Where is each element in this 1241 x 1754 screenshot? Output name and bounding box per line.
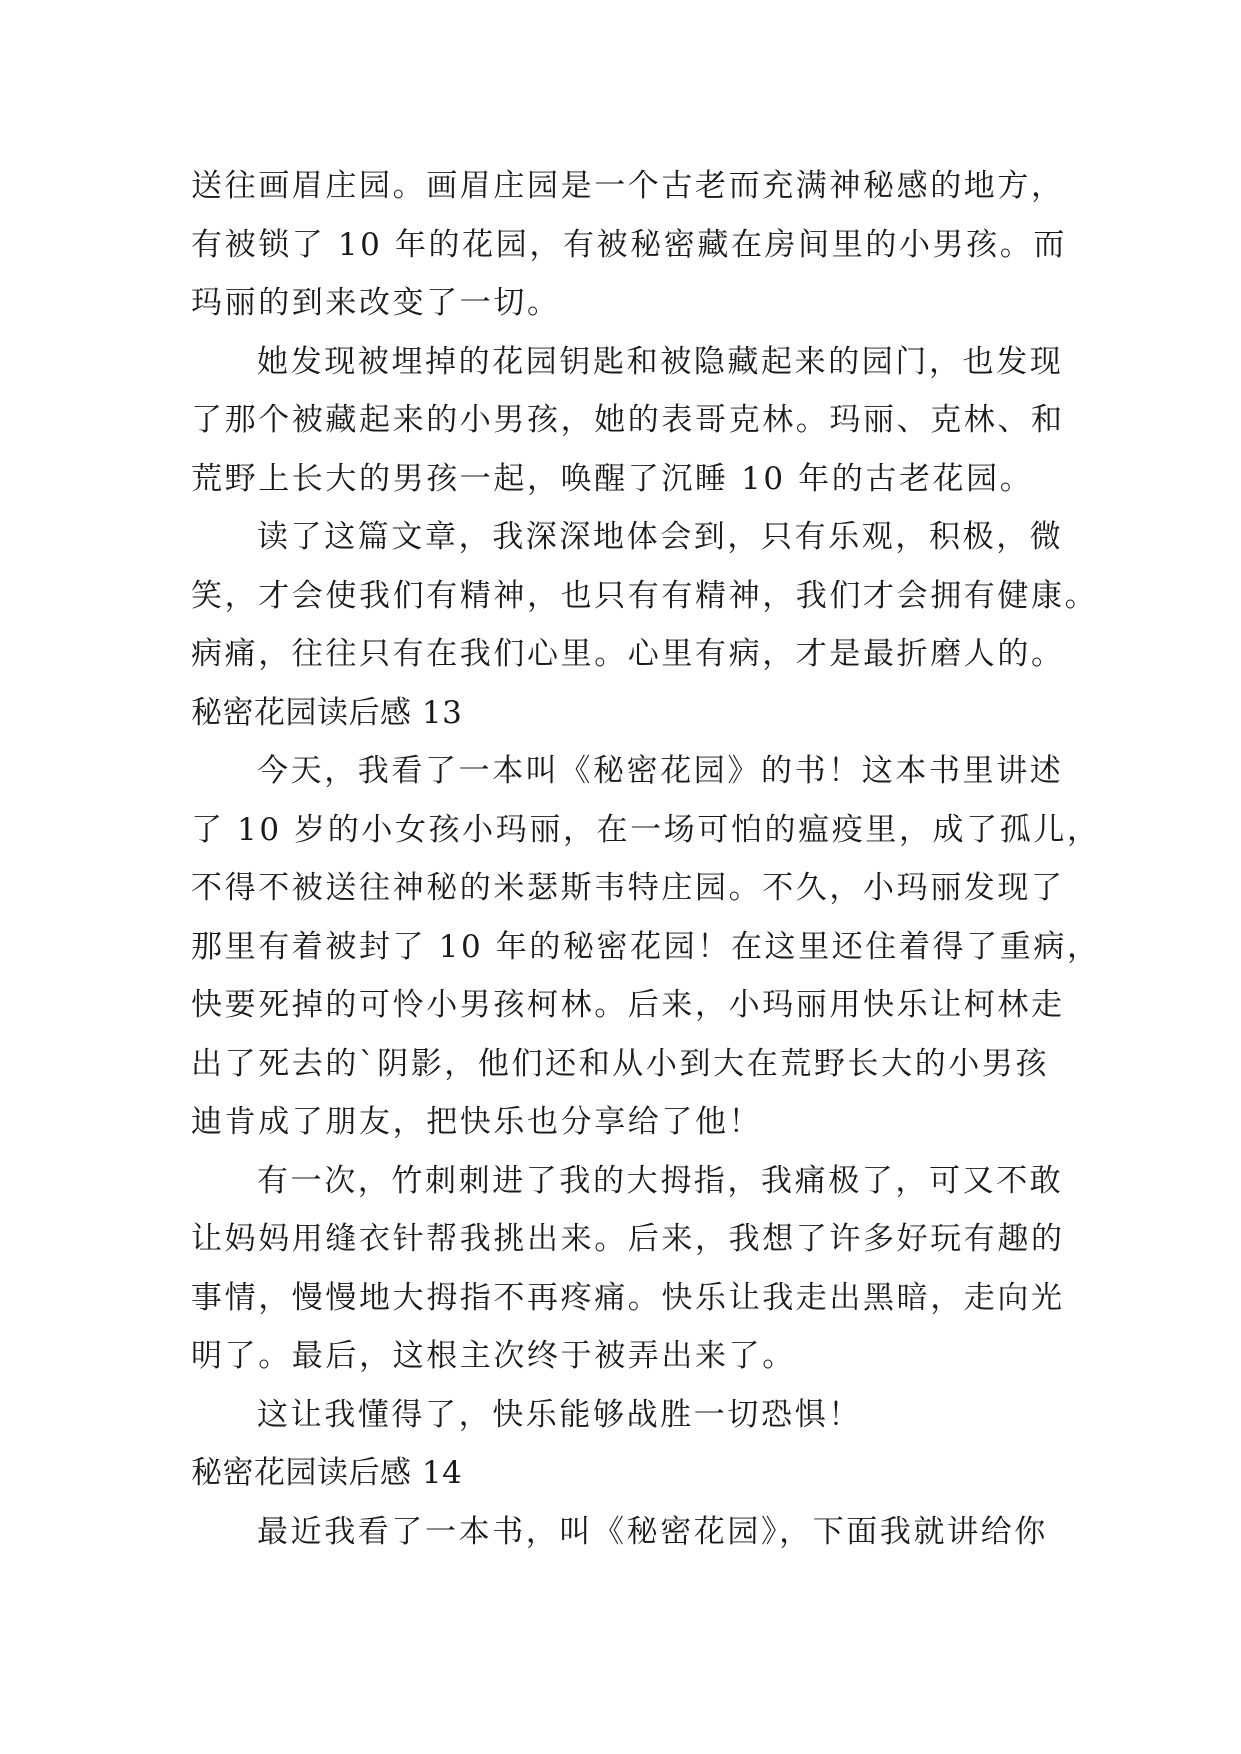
text-line: 有被锁了 10 年的花园，有被秘密藏在房间里的小男孩。而: [191, 226, 1067, 263]
text-line: 快要死掉的可怜小男孩柯林。后来，小玛丽用快乐让柯林走: [191, 987, 1065, 1023]
text-line: 迪肯成了朋友，把快乐也分享给了他！: [191, 1104, 763, 1140]
text-line: 病痛，往往只有在我们心里。心里有病，才是最折磨人的。: [191, 636, 1065, 672]
text-line: 明了。最后，这根主次终于被弄出来了。: [191, 1338, 796, 1374]
section-heading: 秘密花园读后感 14: [191, 1455, 463, 1491]
paragraph-first-line: 读了这篇文章，我深深地体会到，只有乐观，积极，微: [257, 519, 1064, 555]
text-line: 荒野上长大的男孩一起，唤醒了沉睡 10 年的古老花园。: [191, 460, 1034, 497]
paragraph-first-line: 这让我懂得了，快乐能够战胜一切恐惧！: [257, 1396, 862, 1433]
paragraph-first-line: 最近我看了一本书，叫《秘密花园》，下面我就讲给你: [257, 1513, 1048, 1550]
paragraph-first-line: 有一次，竹刺刺进了我的大拇指，我痛极了，可又不敢: [257, 1162, 1064, 1199]
text-line: 玛丽的到来改变了一切。: [191, 285, 561, 321]
text-line: 送往画眉庄园。画眉庄园是一个古老而充满神秘感的地方，: [191, 168, 1065, 204]
paragraph-first-line: 她发现被埋掉的花园钥匙和被隐藏起来的园门，也发现: [257, 343, 1064, 380]
text-line: 不得不被送往神秘的米瑟斯韦特庄园。不久，小玛丽发现了: [191, 870, 1065, 906]
paragraph-first-line: 今天，我看了一本叫《秘密花园》的书！这本书里讲述: [257, 753, 1064, 789]
section-heading: 秘密花园读后感 13: [191, 694, 463, 731]
text-line: 事情，慢慢地大拇指不再疼痛。快乐让我走出黑暗，走向光: [191, 1279, 1065, 1316]
text-line: 让妈妈用缝衣针帮我挑出来。后来，我想了许多好玩有趣的: [191, 1221, 1065, 1257]
text-line: 那里有着被封了 10 年的秘密花园！在这里还住着得了重病，: [191, 928, 1101, 965]
text-line: 笑，才会使我们有精神，也只有有精神，我们才会拥有健康。: [191, 577, 1099, 614]
body-text: [191, 157, 1101, 1561]
text-line: 了 10 岁的小女孩小玛丽，在一场可怕的瘟疫里，成了孤儿，: [191, 811, 1101, 848]
text-line: 了那个被藏起来的小男孩，她的表哥克林。玛丽、克林、和: [191, 402, 1065, 438]
text-line: 出了死去的`阴影，他们还和从小到大在荒野长大的小男孩: [191, 1045, 1050, 1082]
